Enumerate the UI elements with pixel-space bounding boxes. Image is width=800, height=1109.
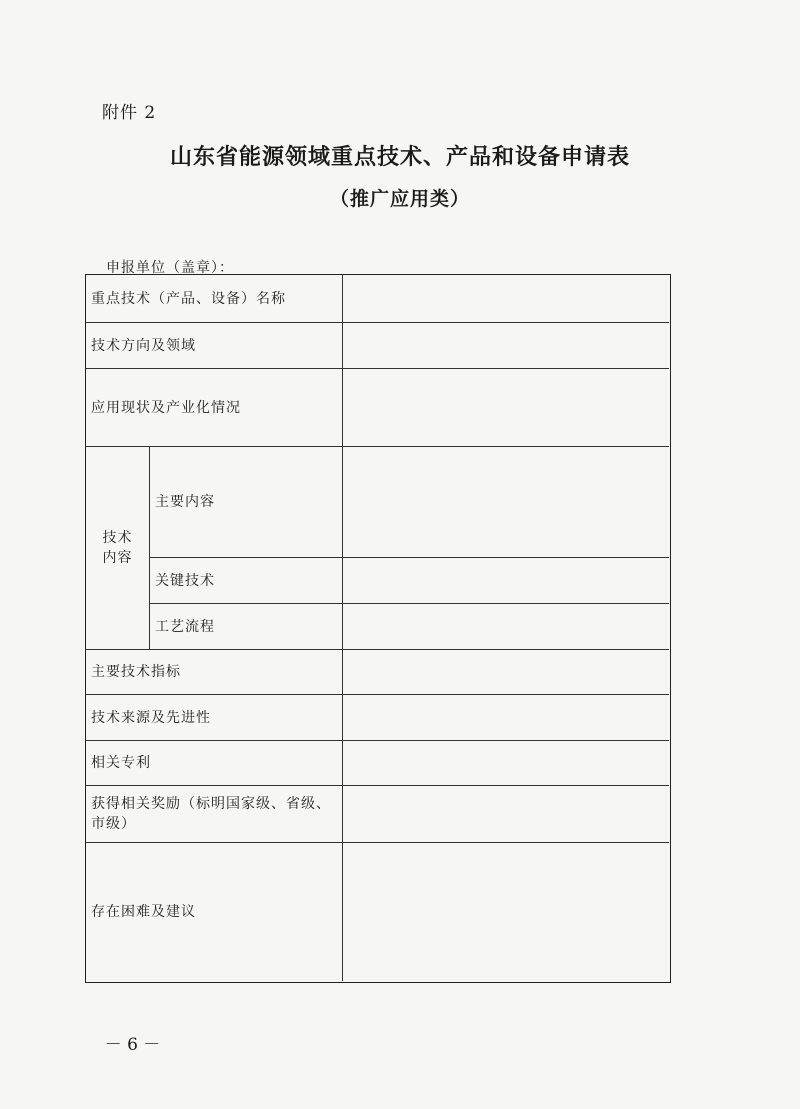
technology-direction-label: 技术方向及领域: [86, 323, 343, 369]
main-content-field[interactable]: [343, 447, 669, 558]
page-number: － 6 －: [104, 1035, 161, 1055]
process-flow-field[interactable]: [343, 604, 669, 650]
main-content-label: 主要内容: [150, 447, 343, 558]
awards-label: 获得相关奖励（标明国家级、省级、市级）: [86, 786, 343, 843]
page-title: 山东省能源领域重点技术、产品和设备申请表: [169, 144, 630, 170]
technology-name-label: 重点技术（产品、设备）名称: [86, 275, 343, 323]
difficulties-field[interactable]: [343, 843, 669, 981]
main-indicators-field[interactable]: [343, 650, 669, 695]
technical-content-label-line2: 内容: [102, 550, 133, 566]
technology-source-field[interactable]: [343, 695, 669, 741]
main-indicators-label: 主要技术指标: [86, 650, 343, 695]
patents-field[interactable]: [343, 741, 669, 786]
patents-label: 相关专利: [86, 741, 343, 786]
applicant-unit-label: 申报单位（盖章）：: [106, 260, 234, 276]
process-flow-label: 工艺流程: [150, 604, 343, 650]
application-status-field[interactable]: [343, 369, 669, 447]
application-form-table: [85, 274, 671, 983]
page-subtitle: （推广应用类）: [329, 188, 470, 210]
attachment-label: 附件 2: [102, 103, 157, 123]
key-technology-label: 关键技术: [150, 558, 343, 604]
technical-content-label-line1: 技术: [102, 530, 133, 546]
technology-source-label: 技术来源及先进性: [86, 695, 343, 741]
application-status-label: 应用现状及产业化情况: [86, 369, 343, 447]
technical-content-group-label: [86, 447, 150, 650]
technology-direction-field[interactable]: [343, 323, 669, 369]
technology-name-field[interactable]: [343, 275, 669, 323]
difficulties-label: 存在困难及建议: [86, 843, 343, 981]
awards-field[interactable]: [343, 786, 669, 843]
key-technology-field[interactable]: [343, 558, 669, 604]
